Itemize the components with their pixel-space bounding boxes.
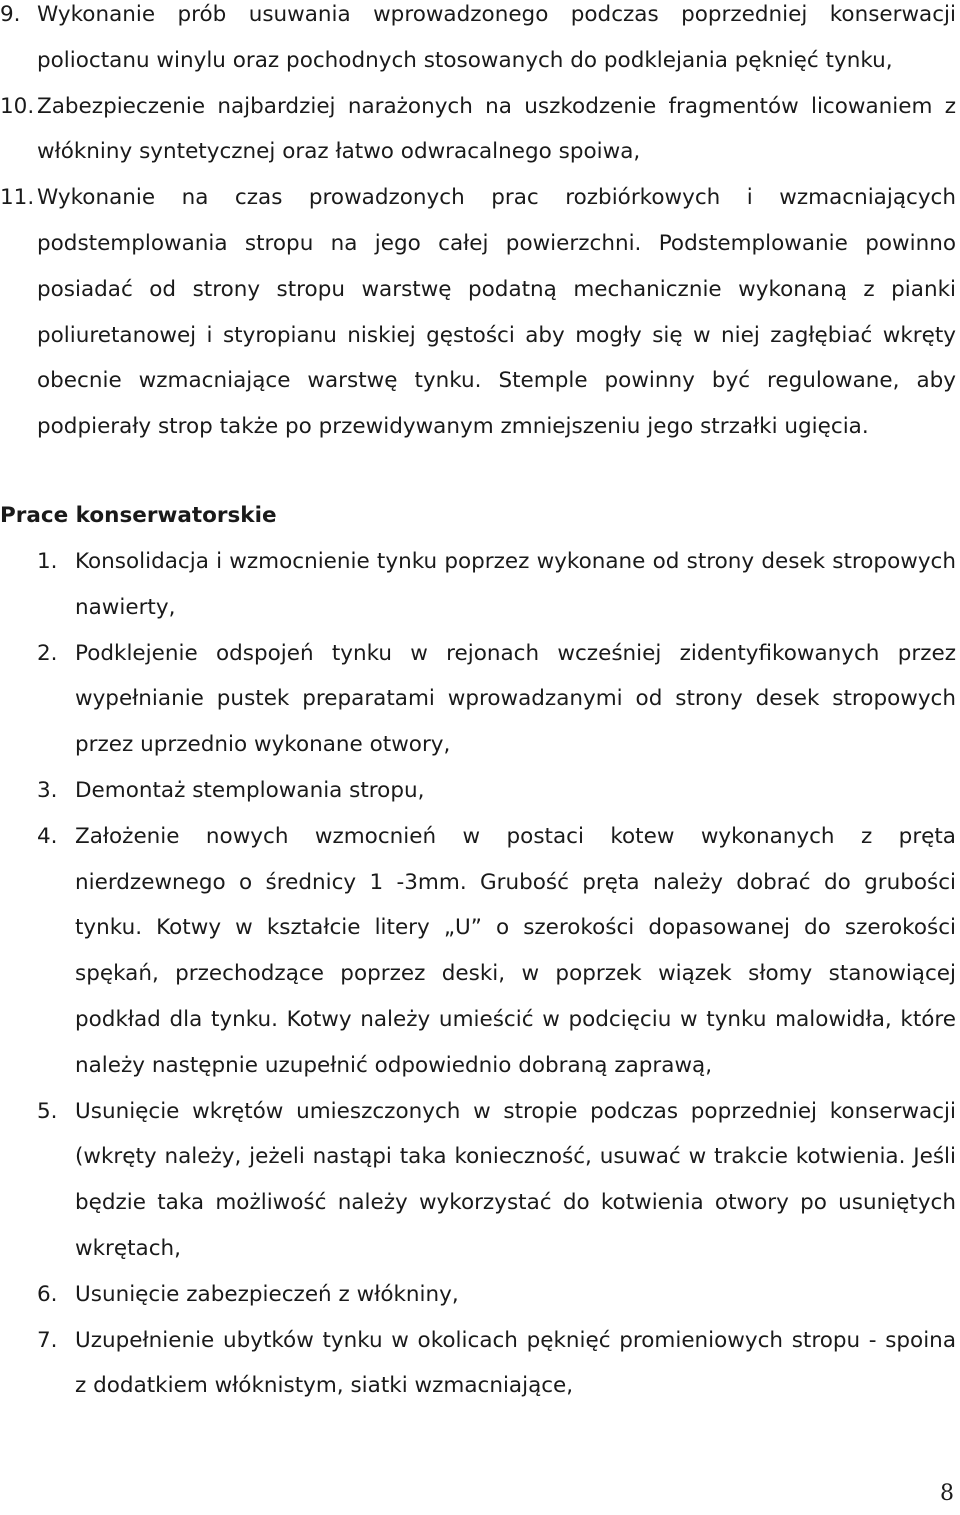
- conservation-work-list: [37, 539, 956, 1409]
- list-item-number: 7.: [37, 1327, 58, 1353]
- list-item-text: Usunięcie zabezpieczeń z włókniny,: [75, 1281, 459, 1307]
- list-item: [0, 0, 956, 84]
- section-heading: Prace konserwatorskie: [0, 503, 277, 528]
- list-item: [37, 1272, 956, 1318]
- list-item-text: Wykonanie na czas prowadzonych prac rozbiórkowych i wzmacniających podstemplowania stropu na jego całej powierzchni. Podstemplowanie powinno posiadać od strony stropu warstwę podatną mechanicznie wykonaną z pianki poliuretanowej i styropianu niskiej gęstości aby mogły się w niej zagłębiać wkręty obecnie wzmacniające warstwę tynku. Stemple powinny być regulowane, aby podpierały strop także po przewidywanym zmniejszeniu jego strzałki ugięcia.: [37, 185, 956, 440]
- list-item-number: 11.: [0, 185, 35, 211]
- list-item-text: Zabezpieczenie najbardziej narażonych na uszkodzenie fragmentów licowaniem z włókniny syntetycznej oraz łatwo odwracalnego spoiwa,: [37, 93, 956, 165]
- numbered-list-continued: [0, 0, 956, 450]
- list-item: [37, 1089, 956, 1272]
- list-item-number: 10.: [0, 93, 35, 119]
- list-item: [37, 768, 956, 814]
- list-item-number: 6.: [37, 1281, 58, 1307]
- list-item-number: 4.: [37, 823, 58, 849]
- list-item-number: 9.: [0, 2, 21, 27]
- list-item: [0, 84, 956, 176]
- list-item: [37, 631, 956, 768]
- list-item-number: 5.: [37, 1098, 58, 1124]
- list-item-text: Usunięcie wkrętów umieszczonych w stropie podczas poprzedniej konserwacji (wkręty należy, jeżeli nastąpi taka konieczność, usuwać w trakcie kotwienia. Jeśli będzie taka możliwość należy wykorzystać do kotwienia otwory po usuniętych wkrętach,: [75, 1098, 956, 1261]
- list-item-number: 2.: [37, 640, 58, 666]
- list-item-text: Konsolidacja i wzmocnienie tynku poprzez wykonane od strony desek stropowych nawierty,: [75, 549, 956, 620]
- list-item: [37, 539, 956, 631]
- list-item-text: Podklejenie odspojeń tynku w rejonach wcześniej zidentyfikowanych przez wypełnianie pustek preparatami wprowadzanymi od strony desek stropowych przez uprzednio wykonane otwory,: [75, 640, 956, 758]
- list-item: [0, 175, 956, 450]
- page-number: 8: [940, 1481, 954, 1506]
- list-item-text: Demontaż stemplowania stropu,: [75, 777, 425, 803]
- list-item-text: Uzupełnienie ubytków tynku w okolicach pęknięć promieniowych stropu - spoina z dodatkiem włóknistym, siatki wzmacniające,: [75, 1327, 956, 1399]
- list-item-number: 1.: [37, 549, 58, 574]
- list-item: [37, 814, 956, 1089]
- list-item: [37, 1318, 956, 1410]
- list-item-text: Wykonanie prób usuwania wprowadzonego podczas poprzedniej konserwacji polioctanu winylu oraz pochodnych stosowanych do podklejania pęknięć tynku,: [37, 2, 956, 73]
- list-item-text: Założenie nowych wzmocnień w postaci kotew wykonanych z pręta nierdzewnego o średnicy 1 -3mm. Grubość pręta należy dobrać do grubości tynku. Kotwy w kształcie litery „U” o szerokości dopasowanej do szerokości spękań, przechodzące poprzez deski, w poprzek wiązek słomy stanowiącej podkład dla tynku. Kotwy należy umieścić w podcięciu w tynku malowidła, które należy następnie uzupełnić odpowiednio dobraną zaprawą,: [75, 823, 956, 1078]
- list-item-number: 3.: [37, 777, 58, 803]
